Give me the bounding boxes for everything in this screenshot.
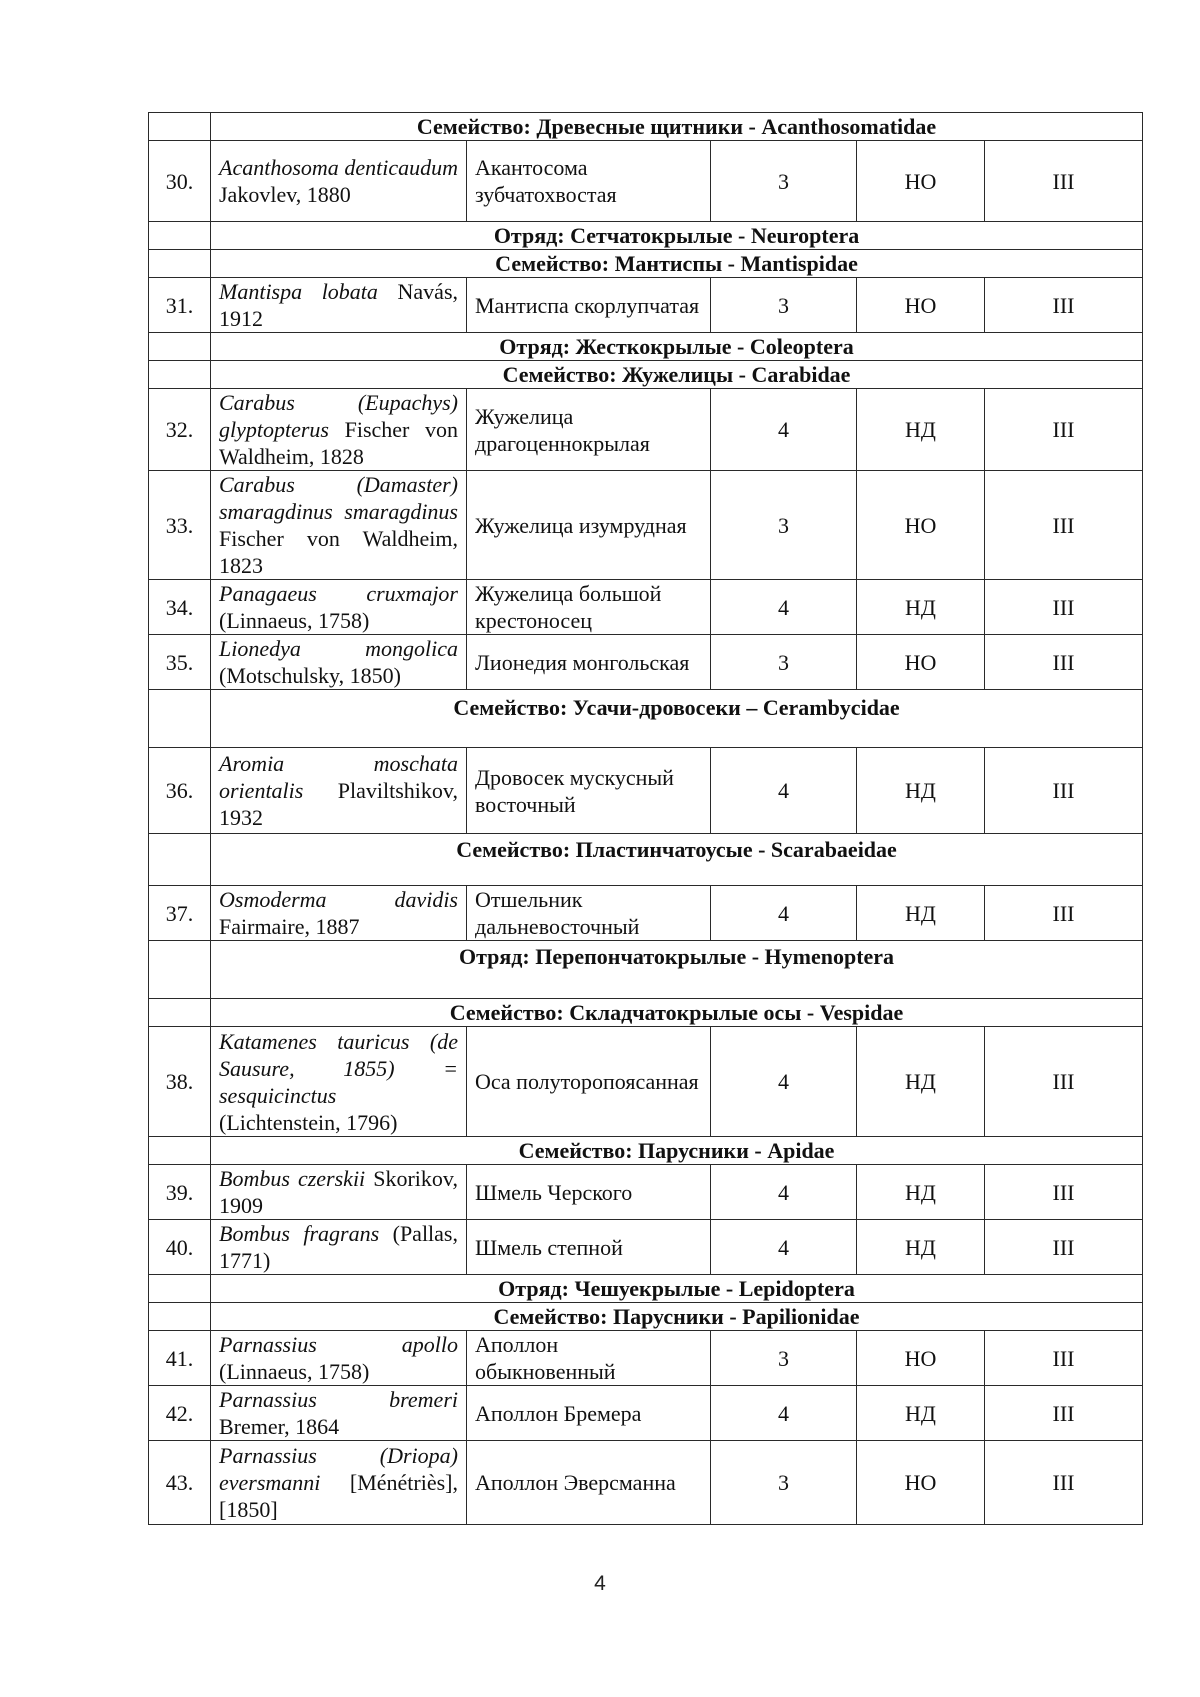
empty-cell [149,333,211,361]
category-cell: 3 [711,278,857,333]
category-cell: 4 [711,1386,857,1441]
family-header: Семейство: Жужелицы - Carabidae [211,361,1143,389]
latin-name-italic: Lionedya mongolica [219,636,458,661]
column-6-cell: III [985,1331,1143,1386]
empty-cell [149,999,211,1027]
latin-name [211,1165,467,1220]
russian-name: Жужелица драгоценнокрылая [467,389,711,471]
species-row [149,471,1143,580]
species-table [148,112,1143,1525]
column-6-cell: III [985,471,1143,580]
row-number: 37. [149,886,211,941]
column-6-cell: III [985,1027,1143,1137]
latin-name-italic: Parnassius (Driopa) eversmanni [219,1443,458,1495]
category-cell: 3 [711,471,857,580]
latin-author: (Linnaeus, 1758) [219,608,370,633]
status-cell: НД [857,886,985,941]
latin-author: Fischer von Waldheim, 1828 [219,417,458,469]
status-cell: НД [857,1027,985,1137]
empty-cell [149,1275,211,1303]
latin-name [211,278,467,333]
species-row [149,1331,1143,1386]
category-cell: 4 [711,748,857,834]
order-header: Отряд: Сетчатокрылые - Neuroptera [211,222,1143,250]
empty-cell [149,250,211,278]
column-6-cell: III [985,141,1143,222]
latin-author: (Linnaeus, 1758) [219,1359,370,1384]
species-row [149,1386,1143,1441]
latin-name-italic: Aromia moschata orientalis [219,751,458,803]
family-header: Семейство: Мантиспы - Mantispidae [211,250,1143,278]
russian-name: Аполлон Эверсманна [467,1441,711,1525]
latin-name [211,389,467,471]
russian-name: Аполлон Бремера [467,1386,711,1441]
status-cell: НД [857,1165,985,1220]
species-row [149,278,1143,333]
empty-cell [149,113,211,141]
family-header: Семейство: Парусники - Papilionidae [211,1303,1143,1331]
latin-name-italic: Acanthosoma denticaudum [219,155,458,180]
status-cell: НД [857,748,985,834]
row-number: 30. [149,141,211,222]
latin-name [211,1386,467,1441]
row-number: 43. [149,1441,211,1525]
latin-name [211,471,467,580]
russian-name: Отшельник дальневосточный [467,886,711,941]
latin-author: Fairmaire, 1887 [219,914,360,939]
category-cell: 4 [711,1027,857,1137]
row-number: 33. [149,471,211,580]
latin-author: (Motschulsky, 1850) [219,663,401,688]
empty-cell [149,222,211,250]
family-header-row [149,250,1143,278]
russian-name: Лионедия монгольская [467,635,711,690]
latin-author: Fischer von Waldheim, 1823 [219,526,458,578]
latin-name-italic: Bombus czerskii [219,1166,366,1191]
family-header: Семейство: Парусники - Apidae [211,1137,1143,1165]
order-header-row [149,941,1143,999]
empty-cell [149,361,211,389]
family-header-row [149,834,1143,886]
latin-author: (Lichtenstein, 1796) [219,1109,398,1135]
latin-author: Plaviltshikov, 1932 [219,778,458,830]
species-row [149,389,1143,471]
order-header: Отряд: Перепончатокрылые - Hymenoptera [211,941,1143,999]
russian-name: Шмель степной [467,1220,711,1275]
row-number: 36. [149,748,211,834]
species-row [149,886,1143,941]
status-cell: НД [857,580,985,635]
latin-author: Navás, 1912 [219,279,459,331]
category-cell: 4 [711,1165,857,1220]
latin-author: Skorikov, 1909 [219,1166,458,1218]
latin-name [211,580,467,635]
species-row [149,1441,1143,1525]
row-number: 35. [149,635,211,690]
status-cell: НД [857,1386,985,1441]
row-number: 41. [149,1331,211,1386]
family-header-row [149,999,1143,1027]
latin-name-italic: Katamenes tauricus (de Sausure, 1855) = sesquicinctus [219,1028,458,1108]
category-cell: 4 [711,886,857,941]
category-cell: 3 [711,141,857,222]
order-header-row [149,1275,1143,1303]
status-cell: НО [857,278,985,333]
column-6-cell: III [985,748,1143,834]
order-header-row [149,333,1143,361]
order-header-row [149,222,1143,250]
family-header-row [149,361,1143,389]
category-cell: 4 [711,389,857,471]
latin-author: [Ménétriès], [1850] [219,1470,458,1522]
latin-name [211,1441,467,1525]
latin-author: Bremer, 1864 [219,1414,340,1439]
status-cell: НО [857,1441,985,1525]
order-header: Отряд: Жесткокрылые - Coleoptera [211,333,1143,361]
column-6-cell: III [985,1220,1143,1275]
russian-name: Акантосома зубчатохвостая [467,141,711,222]
column-6-cell: III [985,580,1143,635]
column-6-cell: III [985,278,1143,333]
species-row [149,635,1143,690]
empty-cell [149,690,211,748]
species-row [149,1165,1143,1220]
column-6-cell: III [985,635,1143,690]
order-header: Отряд: Чешуекрылые - Lepidoptera [211,1275,1143,1303]
empty-cell [149,941,211,999]
species-row [149,580,1143,635]
column-6-cell: III [985,1386,1143,1441]
species-row [149,748,1143,834]
row-number: 31. [149,278,211,333]
family-header-row [149,113,1143,141]
latin-author: Jakovlev, 1880 [219,182,351,207]
russian-name: Оса полуторопоясанная [467,1027,711,1137]
status-cell: НО [857,141,985,222]
russian-name: Дровосек мускусный восточный [467,748,711,834]
latin-name-italic: Mantispa lobata [219,279,378,304]
latin-author: (Pallas, 1771) [219,1221,458,1273]
empty-cell [149,1303,211,1331]
row-number: 42. [149,1386,211,1441]
category-cell: 4 [711,580,857,635]
russian-name: Аполлон обыкновенный [467,1331,711,1386]
latin-name [211,1331,467,1386]
latin-name [211,748,467,834]
row-number: 32. [149,389,211,471]
species-row [149,141,1143,222]
status-cell: НО [857,1331,985,1386]
species-row [149,1220,1143,1275]
latin-name-italic: Bombus fragrans [219,1221,380,1246]
russian-name: Жужелица большой крестоносец [467,580,711,635]
status-cell: НД [857,389,985,471]
category-cell: 3 [711,1331,857,1386]
page-number: 4 [594,1572,606,1595]
latin-name-italic: Parnassius bremeri [219,1387,458,1412]
row-number: 34. [149,580,211,635]
row-number: 39. [149,1165,211,1220]
status-cell: НО [857,471,985,580]
empty-cell [149,1137,211,1165]
column-6-cell: III [985,886,1143,941]
status-cell: НД [857,1220,985,1275]
latin-name [211,1027,467,1137]
latin-name [211,635,467,690]
category-cell: 4 [711,1220,857,1275]
family-header: Семейство: Пластинчатоусые - Scarabaeidae [211,834,1143,886]
family-header: Семейство: Усачи-дровосеки – Cerambycidae [211,690,1143,748]
family-header-row [149,1137,1143,1165]
latin-name [211,1220,467,1275]
category-cell: 3 [711,1441,857,1525]
russian-name: Мантиспа скорлупчатая [467,278,711,333]
latin-name-italic: Panagaeus cruxmajor [219,581,458,606]
column-6-cell: III [985,389,1143,471]
family-header: Семейство: Древесные щитники - Acanthosomatidae [211,113,1143,141]
empty-cell [149,834,211,886]
row-number: 40. [149,1220,211,1275]
latin-name-italic: Osmoderma davidis [219,887,458,912]
family-header-row [149,1303,1143,1331]
latin-name-italic: Carabus (Damaster) smaragdinus smaragdinus [219,472,458,524]
family-header: Семейство: Складчатокрылые осы - Vespidae [211,999,1143,1027]
column-6-cell: III [985,1165,1143,1220]
category-cell: 3 [711,635,857,690]
species-row [149,1027,1143,1137]
russian-name: Шмель Черского [467,1165,711,1220]
family-header-row [149,690,1143,748]
status-cell: НО [857,635,985,690]
latin-name-italic: Carabus (Eupachys) glyptopterus [219,390,458,442]
row-number: 38. [149,1027,211,1137]
latin-name-italic: Parnassius apollo [219,1332,458,1357]
russian-name: Жужелица изумрудная [467,471,711,580]
latin-name [211,886,467,941]
column-6-cell: III [985,1441,1143,1525]
latin-name [211,141,467,222]
